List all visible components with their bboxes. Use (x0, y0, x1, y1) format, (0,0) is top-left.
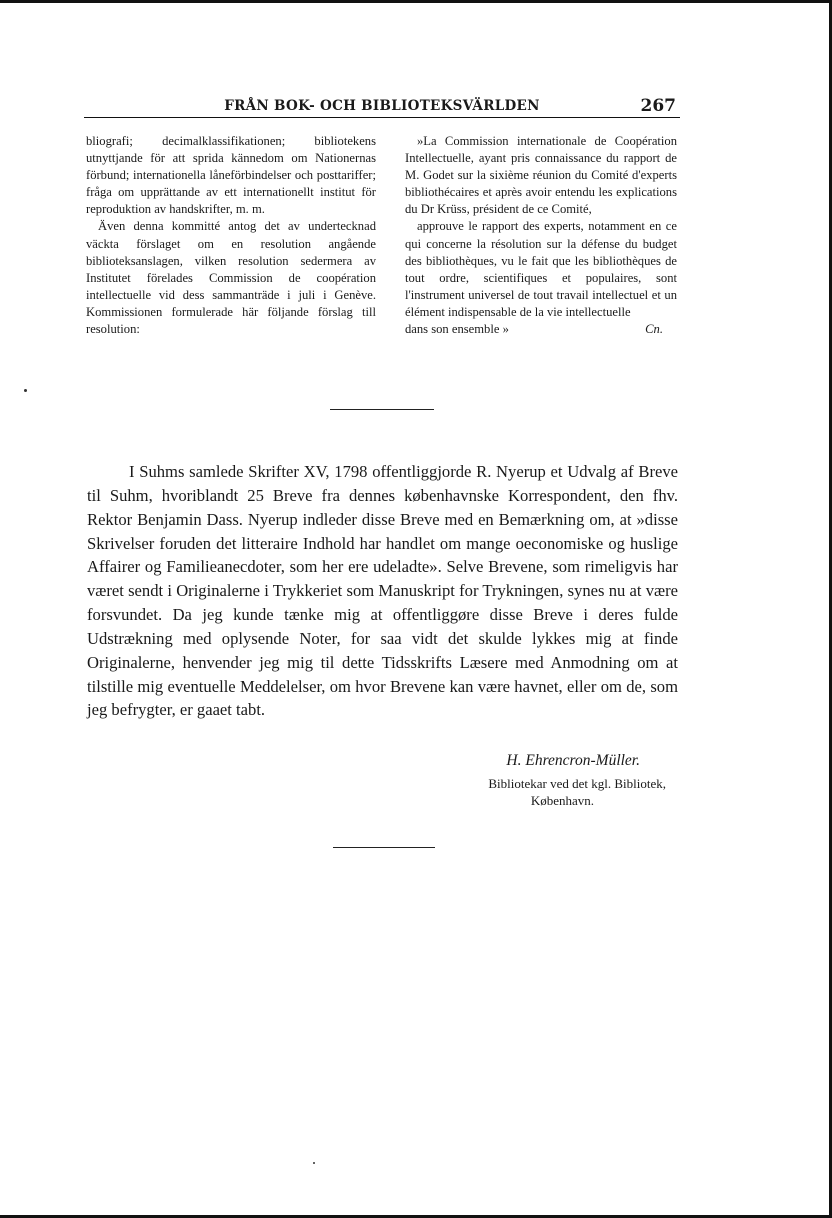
main-paragraph: I Suhms samlede Skrifter XV, 1798 offentliggjorde R. Nyerup et Udvalg af Breve til Suhm, hvoriblandt 25 Breve fra dennes københavnske Korrespondent, den fhv. Rektor Benjamin Dass. Nyerup indleder disse Breve med en Bemærkning om, at »disse Skrivelser foruden det litteraire Indhold har handlet om mange oeconomiske og huslige Affairer og Familieanecdoter, som her ere udeladte». Selve Brevene, som rimeligvis har været sendt i Originalerne i Trykkeriet som Manuskript for Trykningen, synes nu at være forsvundet. Da jeg kunde tænke mig at offentliggøre disse Breve i deres fulde Udstrækning med oplysende Noter, for saa vidt det skulde lykkes mig at finde Originalerne, henvender jeg mig til dette Tidsskrifts Læsere med Anmodning om at tilstille mig eventuelle Meddelelser, om hvor Brevene kan være havnet, eller om de, som jeg befrygter, er gaaet tabt. (87, 462, 678, 720)
page-header (84, 96, 680, 116)
page-number: 267 (640, 96, 676, 116)
author-name: H. Ehrencron-Müller. (506, 752, 640, 769)
right-column (405, 133, 677, 338)
left-column (86, 133, 376, 338)
header-rule (84, 117, 680, 118)
right-paragraph-2: approuve le rapport des experts, notamment en ce qui concerne la résolution sur la défense du budget des bibliothèques, vu le fait que les bibliothèques de tout ordre, scientifiques et populaires, sont l'instrument universel de tout travail intellectuel et un élément indispensable de la vie intellectuelle (405, 219, 677, 319)
right-paragraph-1: »La Commission internationale de Coopération Intellectuelle, ayant pris connaissance du rapport de M. Godet sur la sixième réunion du Comité d'experts bibliothécaires et après avoir entendu les explications du Dr Krüss, président de ce Comité, (405, 134, 677, 217)
end-divider (333, 847, 435, 848)
right-signature: Cn. (645, 322, 663, 337)
right-last-line: dans son ensemble » (405, 322, 509, 337)
main-article (87, 460, 678, 722)
author-affiliation: Bibliotekar ved det kgl. Bibliotek, (488, 776, 666, 791)
right-closing-line (405, 321, 677, 338)
left-paragraph-2: Även denna kommitté antog det av undertecknad väckta förslaget om en resolution angående biblioteksanslagen, vilken resolution sedermera av Institutet förelades Commission de coopération intellectuelle vid dess sammanträde i juli i Genève. Kommissionen formulerade här följande förslag till resolution: (86, 219, 376, 337)
running-title: FRÅN BOK- OCH BIBLIOTEKSVÄRLDEN (224, 98, 540, 114)
scan-speck (313, 1162, 315, 1164)
left-paragraph-1: bliografi; decimalklassifikationen; bibliotekens utnyttjande för att sprida kännedom om Nationernas förbund; internationella låneförbindelser och posttariffer; fråga om upprättande av ett internationellt institut för reproduktion av handskrifter, m. m. (86, 134, 376, 217)
scan-speck (24, 389, 27, 392)
scan-border-top (0, 0, 832, 3)
section-divider (330, 409, 434, 410)
author-city: København. (530, 793, 594, 808)
